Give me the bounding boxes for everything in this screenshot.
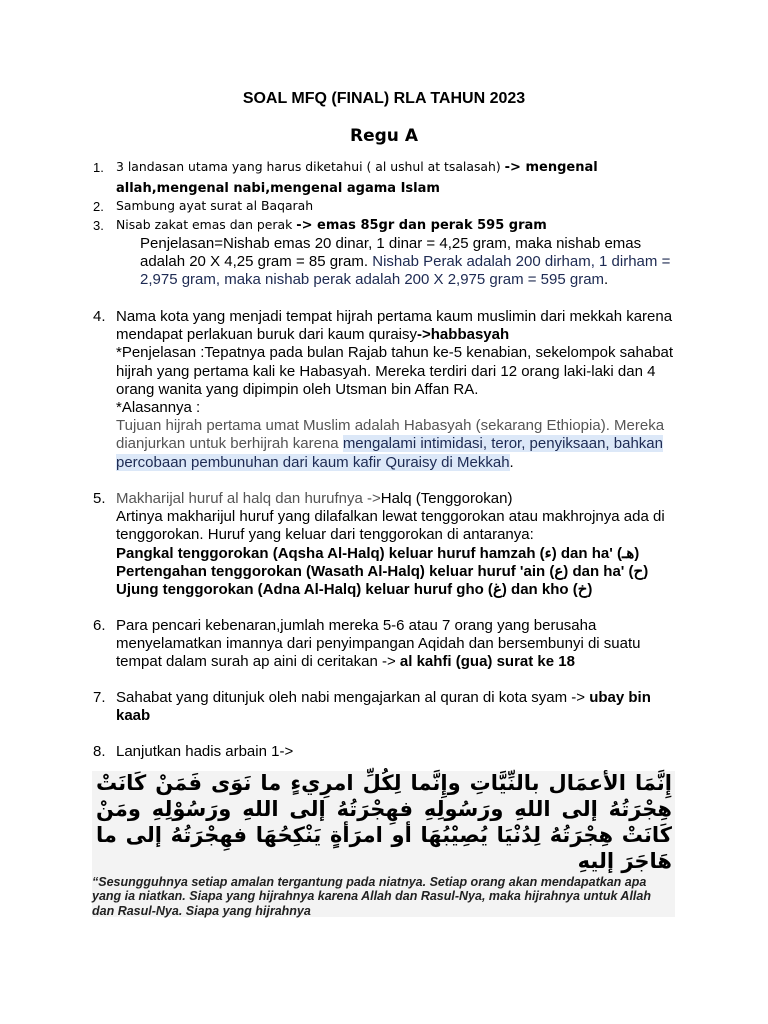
- item-number-7: 7.: [93, 689, 106, 706]
- question-3-text: Nisab zakat emas dan perak: [116, 217, 297, 232]
- question-1-text: 3 landasan utama yang harus diketahui ( al ushul at tsalasah): [116, 159, 505, 174]
- question-3-explanation-b: Nishab Perak adalah 200 dirham, 1 dirham = 2,975 gram, maka nishab perak adalah 200 X 2,975 gram = 595 gram: [140, 253, 671, 289]
- question-5-explanation: Artinya makharijul huruf yang dilafalkan lewat tenggorokan atau makhrojnya ada di tenggorokan. Huruf yang keluar dari tenggorokan di antaranya:: [116, 508, 665, 544]
- question-7-text: Sahabat yang ditunjuk oleh nabi mengajarkan al quran di kota syam ->: [116, 689, 590, 706]
- question-8: Lanjutkan hadis arbain 1->: [116, 743, 294, 760]
- item-number-3: 3.: [93, 218, 104, 233]
- question-3-explanation-a: Penjelasan=Nishab emas 20 dinar, 1 dinar = 4,25 gram, maka nishab emas adalah 20 X 4,25 gram = 85 gram.: [140, 235, 642, 271]
- question-6-answer: al kahfi (gua) surat ke 18: [399, 653, 575, 671]
- question-5-line-1: Pangkal tenggorokan (Aqsha Al-Halq) keluar huruf hamzah (ء) dan ha' (هـ): [116, 544, 640, 562]
- question-3-answer: -> emas 85gr dan perak 595 gram: [296, 218, 547, 233]
- question-4-reason: [116, 417, 676, 472]
- question-2: Sambung ayat surat al Baqarah: [116, 198, 314, 213]
- question-6: [116, 617, 676, 672]
- question-5-answer: Halq (Tenggorokan): [380, 490, 513, 507]
- item-number-1: 1.: [93, 160, 104, 175]
- item-number-6: 6.: [93, 617, 106, 634]
- question-5-line-3: Ujung tenggorokan (Adna Al-Halq) keluar huruf gho (غ) dan kho (خ): [116, 581, 593, 599]
- question-4-reason-end: .: [509, 453, 514, 471]
- question-3-explanation-end: .: [604, 271, 609, 289]
- question-3: [116, 215, 676, 236]
- question-7: [116, 689, 676, 725]
- item-number-4: 4.: [93, 308, 106, 325]
- hadith-translation: “Sesungguhnya setiap amalan tergantung pada niatnya. Setiap orang akan mendapatkan apa yang ia niatkan. Siapa yang hijrahnya karena Allah dan Rasul-Nya, maka hijrahnya untuk Allah dan Rasul-Nya. Siapa yang hijrahnya: [92, 875, 651, 918]
- question-1-answer: -> mengenal allah,mengenal nabi,mengenal agama Islam: [116, 160, 598, 196]
- page-subtitle: Regu A: [350, 126, 418, 146]
- question-4-reason-label: *Alasannya :: [116, 399, 201, 417]
- question-1: [116, 157, 676, 198]
- question-4-answer: ->habbasyah: [417, 326, 510, 344]
- page-title: SOAL MFQ (FINAL) RLA TAHUN 2023: [242, 90, 526, 107]
- question-7-answer: ubay bin kaab: [116, 689, 651, 725]
- hadith-arabic: إِنَّمَا الأعمَال بالنِّيَّاتِ وإِنَّما لِكُلِّ امرِيءٍ ما نَوَى فَمَنْ كَانَتْ هِجْرَتُهُ إلى اللهِ ورَسُولِهِ فهِجْرَتُهُ إلى اللهِ ورَسُوْلِهِ ومَنْ كَانَتْ هِجْرَتُهُ لِدُنْيَا يُصِيْبُهَا أو امرَأةٍ يَنْكِحُهَا فهِجْرَتُهُ إلى ما هَاجَرَ إليهِ: [96, 771, 672, 873]
- question-5-text: Makharijal huruf al halq dan hurufnya ->: [116, 490, 381, 507]
- question-4: [116, 308, 676, 472]
- question-4-reason-a: Tujuan hijrah pertama umat Muslim adalah Habasyah (sekarang Ethiopia). Mereka dianjurkan untuk berhijrah karena: [116, 417, 665, 453]
- question-6-text: Para pencari kebenaran,jumlah mereka 5-6 atau 7 orang yang berusaha menyelamatkan imannya dari penyimpangan Aqidah dan bersembunyi di suatu tempat dalam surah ap aini di ceritakan ->: [116, 617, 641, 671]
- question-4-reason-highlight: mengalami intimidasi, teror, penyiksaan, bahkan percobaan pembunuhan dari kaum kafir Quraisy di Mekkah: [116, 435, 663, 471]
- item-number-2: 2.: [93, 199, 104, 214]
- item-number-5: 5.: [93, 490, 106, 507]
- item-number-8: 8.: [93, 743, 106, 760]
- question-5-line-2: Pertengahan tenggorokan (Wasath Al-Halq) keluar huruf 'ain (ع) dan ha' (ح): [116, 562, 649, 580]
- question-3-explanation: [140, 235, 680, 290]
- question-4-explanation: *Penjelasan :Tepatnya pada bulan Rajab tahun ke-5 kenabian, sekelompok sahabat hijrah yang pertama kali ke Habasyah. Mereka terdiri dari 12 orang laki-laki dan 4 orang wanita yang dipimpin oleh Utsman bin Affan RA.: [116, 344, 674, 398]
- question-5: [116, 490, 676, 599]
- question-4-text: Nama kota yang menjadi tempat hijrah pertama kaum muslimin dari mekkah karena mendapat perlakuan buruk dari kaum quraisy: [116, 308, 673, 344]
